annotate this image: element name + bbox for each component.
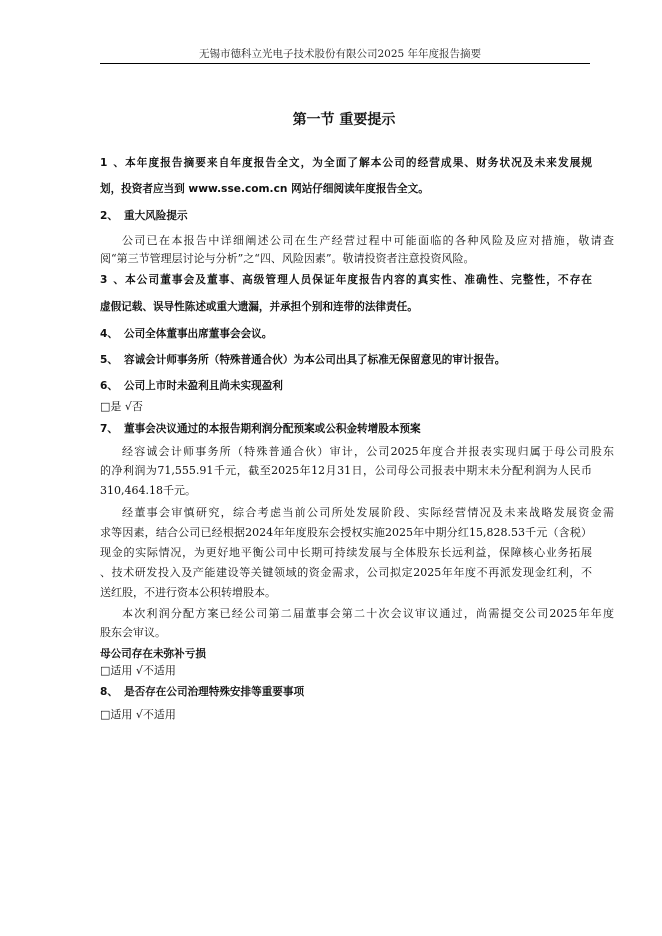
item-3-number: 3、 [100,274,124,286]
item-5-heading: 5、 容诚会计师事务所（特殊普通合伙）为本公司出具了标准无保留意见的审计报告。 [100,354,506,366]
item-2-heading: 2、 重大风险提示 [100,210,188,222]
item-7-p1-line-3: 310,464.18千元。 [100,484,196,497]
uncovered-loss-option: □适用 √不适用 [100,664,176,677]
item-2-body-line-1: 公司已在本报告中详细阐述公司在生产经营过程中可能面临的各种风险及应对措施，敬请查 [122,234,614,247]
item-7-heading: 7、 董事会决议通过的本报告期利润分配预案或公积金转增股本预案 [100,423,421,435]
item-7-p1-line-2: 的净利润为71,555.91千元，截至2025年12月31日，公司母公司报表中期末未分配利润为人民币 [100,464,592,477]
item-7-p2-line-1: 经董事会审慎研究，综合考虑当前公司所处发展阶段、实际经营情况及未来战略发展资金需 [122,506,614,519]
header-divider [100,63,590,64]
item-7-p3-line-2: 股东会审议。 [100,626,166,639]
item-7-p2-line-4: 、技术研发投入及产能建设等关键领域的资金需求，公司拟定2025年年度不再派发现金红利，不 [100,566,592,579]
item-8-heading: 8、 是否存在公司治理特殊安排等重要事项 [100,686,305,698]
item-1-line-2: 划，投资者应当到 www.sse.com.cn 网站仔细阅读年度报告全文。 [100,183,429,195]
item-5-number: 5、 [100,354,118,366]
item-7-number: 7、 [100,423,118,435]
item-3-line-2: 虚假记载、误导性陈述或重大遗漏，并承担个别和连带的法律责任。 [100,301,418,313]
section-title: 第一节 重要提示 [292,112,396,128]
item-2-body-line-2: 阅“第三节管理层讨论与分析”之“四、风险因素”。敬请投资者注意投资风险。 [100,252,475,265]
item-1-line-1: 1、本年度报告摘要来自年度报告全文，为全面了解本公司的经营成果、财务状况及未来发展规 [100,157,592,169]
item-3-line-1: 3、本公司董事会及董事、高级管理人员保证年度报告内容的真实性、准确性、完整性，不存在 [100,274,592,286]
item-7-p2-line-5: 送红股，不进行资本公积转增股本。 [100,586,276,599]
page-header-title: 无锡市德科立光电子技术股份有限公司2025 年年度报告摘要 [198,48,482,60]
item-8-number: 8、 [100,686,118,698]
item-6-number: 6、 [100,380,118,392]
item-7-p2-line-2: 求等因素，结合公司已经根据2024年年度股东会授权实施2025年中期分红15,828.53千元（含税） [100,526,592,539]
item-7-p2-line-3: 现金的实际情况，为更好地平衡公司中长期可持续发展与全体股东长远利益，保障核心业务拓展 [100,546,592,559]
item-7-p3-line-1: 本次利润分配方案已经公司第二届董事会第二十次会议审议通过，尚需提交公司2025年年度 [122,607,614,620]
item-6-heading: 6、 公司上市时未盈利且尚未实现盈利 [100,380,283,392]
item-8-option: □适用 √不适用 [100,708,176,721]
item-7-p1-line-1: 经容诚会计师事务所（特殊普通合伙）审计，公司2025年度合并报表实现归属于母公司股东 [122,445,614,458]
item-2-number: 2、 [100,210,118,222]
item-4-number: 4、 [100,328,118,340]
uncovered-loss-heading: 母公司存在未弥补亏损 [100,648,206,660]
item-1-number: 1、 [100,157,124,169]
item-6-option: □是 √否 [100,400,143,413]
item-4-heading: 4、 公司全体董事出席董事会会议。 [100,328,273,340]
